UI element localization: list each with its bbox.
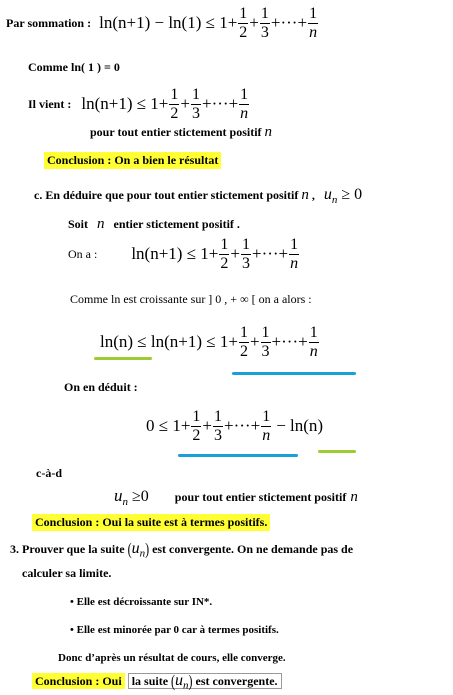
il-vient-line: Il vient : ln(n+1) ≤ 1+ $\frac{1}{2}$ + $\frac{1}{3}$ +···+ $\frac{1}{n}$ xyxy=(28,85,249,122)
chain-inequality: ln(n) ≤ ln(n+1) ≤ 1+ $\frac{1}{2}$ + $\frac{1}{3}$ +···+ $\frac{1}{n}$ xyxy=(100,323,318,360)
blue-underline-sum-2 xyxy=(178,454,298,457)
bullet-1: • Elle est décroissante sur IN*. xyxy=(70,596,213,608)
comme-ln-croissante: Comme ln est croissante sur ] 0 , + ∞ [ on a alors : xyxy=(70,292,312,306)
il-vient-label: Il vient : xyxy=(28,96,72,111)
pour-tout-text: pour tout entier stictement positif n xyxy=(90,124,273,140)
soit-line: Soit n entier stictement positif . xyxy=(68,216,240,232)
question-3-line-1: 3. Prouver que la suite $(u_n)$ est convergente. On ne demande pas de xyxy=(10,539,354,560)
conclusion-3: Conclusion : Oui la suite $(u_n)$ est convergente. xyxy=(32,672,282,691)
bullet-icon: • xyxy=(70,596,74,608)
question-3-line-2: calculer sa limite. xyxy=(22,566,112,580)
green-underline-ln-n-2 xyxy=(318,450,356,453)
cad-label: c-à-d xyxy=(36,466,62,480)
part-c-statement: c. En déduire que pour tout entier stictement positif n , $u_n \ge 0$ xyxy=(34,186,363,207)
donc-line: Donc d’après un résultat de cours, elle converge. xyxy=(58,652,286,664)
sommation-lhs: ln(n+1) − ln(1) ≤ 1+ xyxy=(99,13,238,32)
on-a-line: On a : ln(n+1) ≤ 1+ $\frac{1}{2}$ + $\frac{1}{3}$ +···+ $\frac{1}{n}$ xyxy=(68,235,299,272)
comme-ln1: Comme ln( 1 ) = 0 xyxy=(28,60,120,74)
green-underline-ln-n xyxy=(94,357,152,360)
fraction-one-over-n: $\frac{1}{n}$ xyxy=(309,4,318,41)
conclusion-2: Conclusion : Oui la suite est à termes positifs. xyxy=(32,514,270,531)
fraction-half: $\frac{1}{2}$ xyxy=(239,4,248,41)
un-positive-line: $u_n \ge 0$ pour tout entier stictement positif n xyxy=(114,486,358,509)
zero-inequality: 0 ≤ 1+ $\frac{1}{2}$ + $\frac{1}{3}$ +···+ $\frac{1}{n}$ − ln(n) xyxy=(146,407,324,444)
on-en-deduit: On en déduit : xyxy=(64,380,138,394)
sommation-label: Par sommation : xyxy=(6,15,92,30)
bullet-2: • Elle est minorée par 0 car à termes positifs. xyxy=(70,624,279,636)
fraction-third: $\frac{1}{3}$ xyxy=(260,4,269,41)
bullet-icon: • xyxy=(70,624,74,636)
sommation-line: Par sommation : ln(n+1) − ln(1) ≤ 1+ $\frac{1}{2}$ + $\frac{1}{3}$ +···+ $\frac{1}{n}$ xyxy=(6,4,318,41)
blue-underline-sum xyxy=(232,372,356,375)
conclusion-1: Conclusion : On a bien le résultat xyxy=(44,152,221,169)
